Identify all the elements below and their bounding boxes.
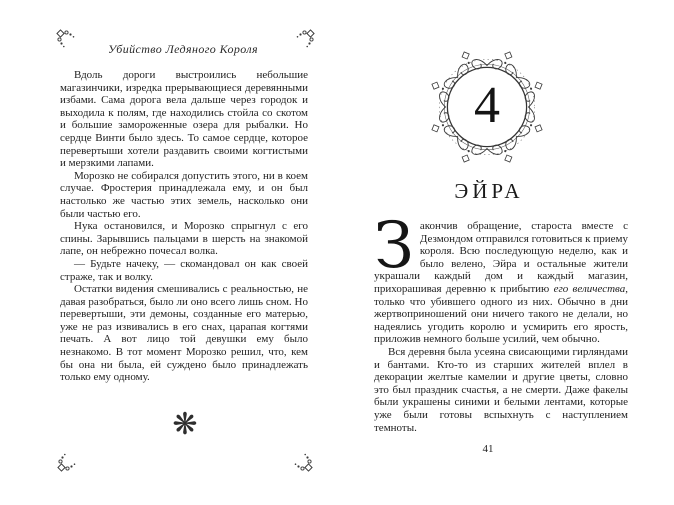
text-segment: Нука остановился, и Морозко спрыгнул с его спины. Зарывшись пальцами в шерсть на знакомой лапе, он небрежно почесал волка. — [60, 220, 308, 258]
paragraph — [60, 258, 308, 283]
left-text-block — [60, 69, 308, 384]
corner-flourish-icon — [56, 447, 82, 473]
text-segment: Остатки видения смешивались с реальностью, не давая разобраться, было ли оно всего лишь сном. Но перевертыши, эти демоны, созданные его матерью, уже не раз извивались в его снах, царапая когтями печать. А вот лицо той девушки ему было незнакомо. В тот момент Морозко решил, что, кем бы она ни была, ей суждено было принадлежать только ему одному. — [60, 283, 308, 384]
text-segment: , только что убившего одного из них. Обычно в дни жертвоприношений они ничего такого не делали, но надеялись угодить королю и усмирить его ярость, приложив немного больше усилий, чем обычно. — [374, 282, 628, 346]
running-head: Убийство Ледяного Короля — [107, 42, 259, 56]
paragraph — [60, 170, 308, 220]
corner-flourish-icon — [288, 447, 314, 473]
paragraph — [60, 220, 308, 258]
text-segment: его величества — [553, 282, 626, 295]
page-number: 41 — [482, 443, 494, 455]
text-segment: Вдоль дороги выстроились небольшие магазинчики, изредка прерывающиеся деревянными избами. Сама дорога вела дальше через городок и выходила к полям, где находились стойла со скотом и большие замороженные озера для рыбалки. Но сердце Винти было здесь. То самое сердце, которое перевертыши хотели раздавить своими когтистыми и мерзкими лапами. — [60, 69, 308, 170]
paragraph — [374, 209, 628, 346]
text-segment: Вся деревня была усеяна свисающими гирляндами и бантами. Кто-то из старших жителей вплел в декорации желтые камелии и другие цветы, словно это был праздник счастья, а не смерти. Даже факелы были украшены синими и белыми лентами, которые уже были готовы вспыхнуть с наступлением темноты. — [374, 345, 628, 434]
right-text-block — [374, 209, 628, 434]
text-segment: — Будьте начеку, — скомандовал он как своей страже, так и волку. — [60, 257, 308, 283]
text-segment: акончив обращение, староста вместе с Дезмондом отправился готовиться к приему короля. Всю последующую неделю, как и было велено, Эйра и остальные жители украшали каждый дом и каждый магазин, прихорашивая деревню к прибытию — [374, 220, 628, 295]
chapter-medallion — [424, 44, 550, 170]
snowflake-ornament-icon: ❋ — [172, 407, 198, 442]
paragraph — [60, 283, 308, 384]
text-segment: Морозко не собирался допустить этого, ни в коем случае. Фростерия принадлежала ему, и он был настолько же частью этих земель, насколько они были частью его. — [60, 169, 308, 220]
paragraph — [60, 69, 308, 170]
drop-cap: З — [374, 209, 414, 283]
chapter-title: ЭЙРА — [454, 179, 524, 203]
chapter-number: 4 — [474, 76, 500, 134]
paragraph — [374, 346, 628, 434]
